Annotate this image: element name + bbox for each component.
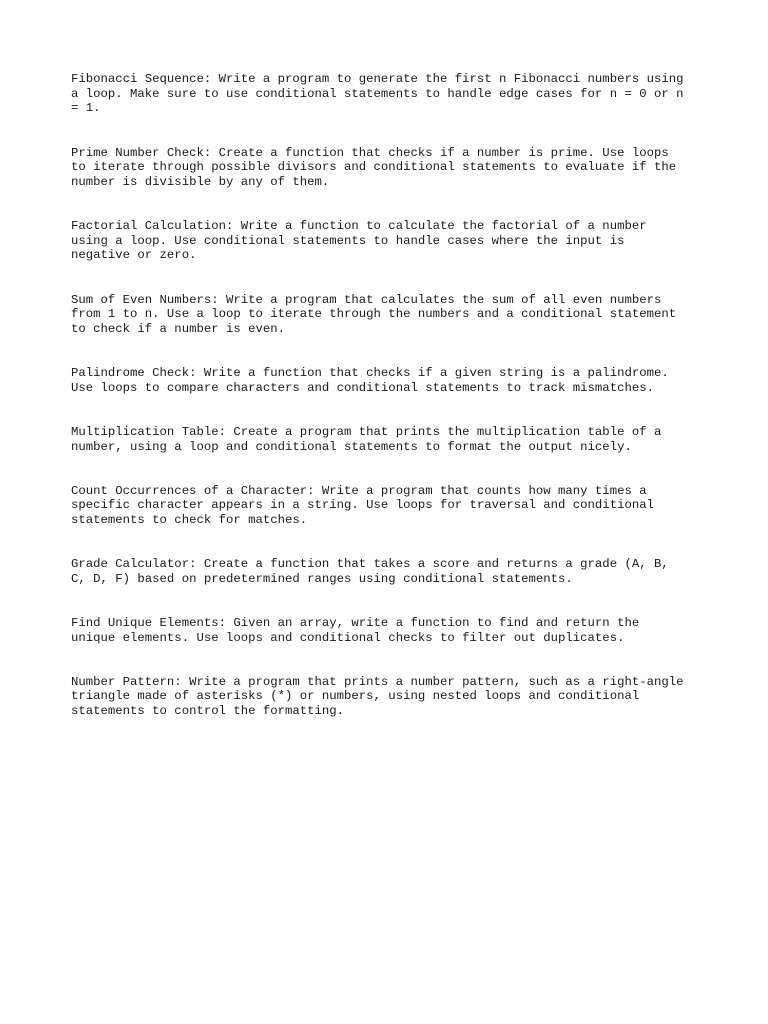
paragraph-line: number is divisible by any of them. <box>71 174 330 189</box>
paragraph-line: statements to check for matches. <box>71 513 308 527</box>
exercise-paragraph <box>71 425 711 454</box>
paragraph-line: to check if a number is even. <box>71 321 286 336</box>
paragraph-line: from 1 to n. Use a loop to iterate through the numbers and a conditional statement <box>71 307 677 322</box>
paragraph-line: Count Occurrences of a Character: Write a program that counts how many times a <box>71 483 647 498</box>
paragraph-line: Factorial Calculation: Write a function to calculate the factorial of a number <box>71 219 647 233</box>
exercise-paragraph <box>71 72 711 116</box>
exercise-paragraph <box>71 146 711 190</box>
exercise-paragraph <box>71 293 711 337</box>
paragraph-line: specific character appears in a string. Use loops for traversal and conditional <box>71 498 654 513</box>
exercise-paragraph <box>71 366 711 395</box>
paragraph-line: Grade Calculator: Create a function that takes a score and returns a grade (A, B, <box>71 557 669 572</box>
paragraph-line: statements to control the formatting. <box>71 704 345 719</box>
paragraph-line: using a loop. Use conditional statements to handle cases where the input is <box>71 233 625 248</box>
paragraph-line: Find Unique Elements: Given an array, write a function to find and return the <box>71 615 640 630</box>
paragraph-line: to iterate through possible divisors and conditional statements to evaluate if the <box>71 160 677 175</box>
paragraph-line: Palindrome Check: Write a function that checks if a given string is a palindrome. <box>71 366 669 380</box>
exercise-paragraph <box>71 675 711 719</box>
exercise-paragraph <box>71 484 711 528</box>
paragraph-line: Multiplication Table: Create a program that prints the multiplication table of a <box>71 424 662 439</box>
paragraph-line: Fibonacci Sequence: Write a program to generate the first n Fibonacci numbers using <box>71 72 684 86</box>
paragraph-line: negative or zero. <box>71 248 197 263</box>
paragraph-line: number, using a loop and conditional statements to format the output nicely. <box>71 439 632 454</box>
paragraph-line: triangle made of asterisks (*) or numbers, using nested loops and conditional <box>71 689 640 704</box>
paragraph-line: Number Pattern: Write a program that prints a number pattern, such as a right-angle <box>71 674 684 689</box>
paragraph-line: unique elements. Use loops and conditional checks to filter out duplicates. <box>71 630 625 645</box>
paragraph-line: Sum of Even Numbers: Write a program that calculates the sum of all even numbers <box>71 292 662 307</box>
paragraph-line: C, D, F) based on predetermined ranges using conditional statements. <box>71 571 573 586</box>
paragraph-line: Prime Number Check: Create a function that checks if a number is prime. Use loops <box>71 145 669 160</box>
paragraph-line: = 1. <box>71 101 101 116</box>
exercise-paragraph <box>71 557 711 586</box>
paragraph-line: a loop. Make sure to use conditional statements to handle edge cases for n = 0 or n <box>71 86 684 101</box>
paragraph-line: Use loops to compare characters and conditional statements to track mismatches. <box>71 380 654 395</box>
exercise-paragraph <box>71 219 711 263</box>
exercise-paragraph <box>71 616 711 645</box>
document-body <box>71 72 711 748</box>
